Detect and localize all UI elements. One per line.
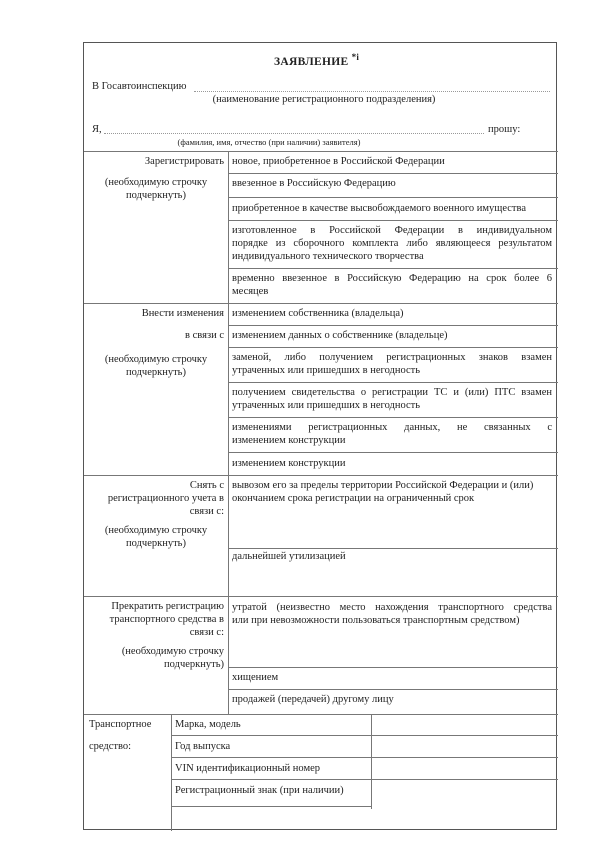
row-divider — [228, 197, 558, 198]
remove-title-1: Снять с — [189, 480, 224, 491]
terminate-option-theft[interactable]: хищением — [232, 672, 279, 683]
vehicle-vin-input[interactable] — [373, 759, 556, 778]
changes-option-plates-line-2[interactable]: утраченных или пришедших в негодность — [232, 365, 421, 376]
row-divider — [228, 452, 558, 453]
terminate-title-1: Прекратить регистрацию — [111, 601, 224, 612]
remove-option-export-line-2[interactable]: окончанием срока регистрации на ограниченный срок — [232, 493, 475, 504]
register-title: Зарегистрировать — [144, 156, 224, 167]
vehicle-label-2: средство: — [89, 741, 132, 752]
row-divider — [228, 325, 558, 326]
changes-option-owner-data[interactable]: изменением данных о собственнике (владельце) — [232, 330, 448, 341]
row-divider — [228, 382, 558, 383]
terminate-option-loss-line-1[interactable]: утратой (неизвестно место нахождения транспортного средства — [232, 602, 552, 613]
row-divider — [171, 735, 558, 736]
terminate-option-sale[interactable]: продажей (передачей) другому лицу — [232, 694, 394, 705]
changes-title-1: Внести изменения — [141, 308, 224, 319]
vehicle-year-input[interactable] — [373, 737, 556, 756]
changes-option-plates-line-1[interactable]: заменой, либо получением регистрационных знаков взамен — [232, 352, 552, 363]
register-option-military[interactable]: приобретенное в качестве высвобождаемого военного имущества — [232, 203, 526, 214]
row-divider — [228, 220, 558, 221]
register-option-custom-line-2[interactable]: порядке из сборочного комплекта либо являющееся результатом — [232, 238, 552, 249]
register-hint-2: подчеркнуть) — [126, 190, 186, 201]
row-divider — [228, 268, 558, 269]
vehicle-field-plate: Регистрационный знак (при наличии) — [175, 785, 344, 796]
changes-option-owner[interactable]: изменением собственника (владельца) — [232, 308, 404, 319]
application-form — [83, 42, 557, 830]
terminate-hint-2: подчеркнуть) — [164, 659, 224, 670]
changes-option-construction[interactable]: изменением конструкции — [232, 458, 346, 469]
vehicle-divider-2 — [371, 714, 372, 809]
row-divider — [228, 667, 558, 668]
section-divider — [84, 596, 558, 597]
remove-hint-2: подчеркнуть) — [126, 538, 186, 549]
row-divider — [228, 417, 558, 418]
remove-title-3: связи с: — [189, 506, 224, 517]
vehicle-field-year: Год выпуска — [175, 741, 231, 752]
remove-title-2: регистрационного учета в — [107, 493, 224, 504]
register-option-temporary-line-2[interactable]: месяцев — [232, 286, 269, 297]
changes-option-certificate-line-2[interactable]: утраченных или пришедших в негодность — [232, 400, 421, 411]
fio-hint: (фамилия, имя, отчество (при наличии) заявителя) — [177, 137, 361, 147]
vehicle-plate-input[interactable] — [373, 781, 556, 805]
vehicle-make-input[interactable] — [373, 716, 556, 734]
changes-hint-1: (необходимую строчку — [104, 354, 208, 365]
vehicle-divider-1 — [171, 714, 172, 831]
terminate-title-2: транспортного средства в — [109, 614, 224, 625]
table-top-border — [84, 151, 558, 152]
row-divider — [228, 689, 558, 690]
changes-title-2: в связи с — [185, 330, 224, 341]
column-divider — [228, 151, 229, 714]
terminate-title-3: связи с: — [189, 627, 224, 638]
vehicle-field-vin: VIN идентификационный номер — [175, 763, 321, 774]
row-divider — [171, 779, 558, 780]
changes-option-data-line-2[interactable]: изменением конструкции — [232, 435, 346, 446]
vehicle-field-make: Марка, модель — [175, 719, 241, 730]
row-divider — [171, 806, 371, 807]
changes-hint-2: подчеркнуть) — [126, 367, 186, 378]
ya-label: Я, — [92, 124, 102, 135]
fio-field[interactable] — [104, 133, 484, 134]
remove-option-disposal[interactable]: дальнейшей утилизацией — [232, 551, 346, 562]
row-divider — [228, 548, 558, 549]
ask-label: прошу: — [488, 124, 521, 135]
row-divider — [228, 173, 558, 174]
form-title: ЗАЯВЛЕНИЕ $^{*i}$ — [274, 52, 360, 68]
register-option-custom-line-3[interactable]: индивидуального технического творчества — [232, 251, 424, 262]
row-divider — [228, 347, 558, 348]
remove-option-export-line-1[interactable]: вывозом его за пределы территории Российской Федерации и (или) — [232, 480, 534, 491]
to-field[interactable] — [194, 91, 550, 92]
register-hint-1: (необходимую строчку — [104, 177, 208, 188]
register-option-new[interactable]: новое, приобретенное в Российской Федерации — [232, 156, 445, 167]
register-option-temporary-line-1[interactable]: временно ввезенное в Российскую Федерацию на срок более 6 — [232, 273, 552, 284]
register-option-custom-line-1[interactable]: изготовленное в Российской Федерации в индивидуальном — [232, 225, 552, 236]
to-label: В Госавтоинспекцию — [92, 81, 187, 92]
row-divider — [171, 757, 558, 758]
section-divider — [84, 475, 558, 476]
changes-option-data-line-1[interactable]: изменениями регистрационных данных, не связанных с — [232, 422, 552, 433]
vehicle-label-1: Транспортное — [89, 719, 152, 730]
terminate-option-loss-line-2[interactable]: или при невозможности пользоваться транспортным средством) — [232, 615, 520, 626]
register-option-imported[interactable]: ввезенное в Российскую Федерацию — [232, 178, 396, 189]
section-divider — [84, 714, 558, 715]
remove-hint-1: (необходимую строчку — [104, 525, 208, 536]
changes-option-certificate-line-1[interactable]: получением свидетельства о регистрации ТС и (или) ПТС взамен — [232, 387, 552, 398]
to-hint: (наименование регистрационного подразделения) — [212, 94, 436, 105]
section-divider — [84, 303, 558, 304]
terminate-hint-1: (необходимую строчку — [121, 646, 224, 657]
